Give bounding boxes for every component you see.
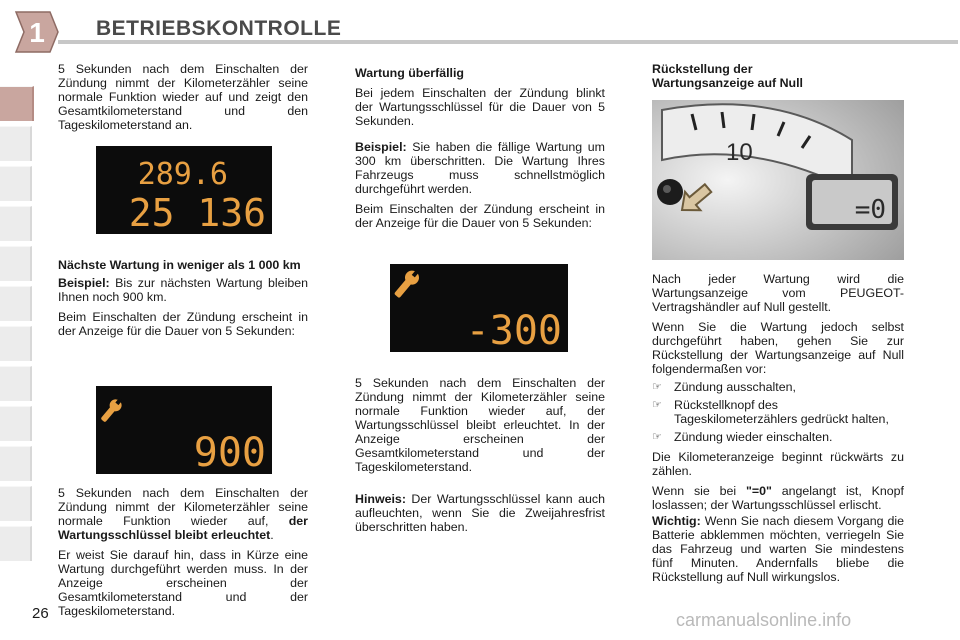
chapter-tab-4[interactable]: [0, 206, 32, 241]
chapter-tab-7[interactable]: [0, 326, 32, 361]
next-service-heading: Nächste Wartung in weniger als 1 000 km: [58, 258, 301, 272]
ignition-paragraph: Beim Einschalten der Zündung erscheint in der Anzeige für die Dauer von 5 Sekunden:: [58, 310, 308, 338]
hint-label: Hinweis:: [355, 492, 406, 506]
column-3: [652, 62, 904, 90]
self-paragraph: Wenn Sie die Wartung jedoch selbst durchgeführt haben, gehen Sie zur Rückstellung der Wartungsanzeige auf Null folgendermaßen vor:: [652, 320, 904, 376]
chapter-number: 1: [29, 17, 45, 48]
reset-button[interactable]: [657, 179, 683, 205]
photo-display-value: =0: [854, 195, 886, 225]
notice-paragraph: Er weist Sie darauf hin, dass in Kürze eine Wartung durchgeführt werden muss. In der Anzeige erscheinen der Gesamtkilometerstand und der Tageskilometerstand.: [58, 548, 308, 618]
overdue-example-text: Sie haben die fällige Wartung um 300 km überschritten. Die Wartung Ihres Fahrzeugs muss schnellstmöglich durchgeführt werden.: [355, 140, 605, 196]
step-text: Zündung wieder einschalten.: [674, 430, 833, 444]
chapter-tab-10[interactable]: [0, 446, 32, 481]
chapter-tab-12[interactable]: [0, 526, 32, 561]
hand-pointer-icon: ☞: [652, 381, 662, 393]
chapter-badge: [12, 10, 60, 54]
overdue-ignition: Beim Einschalten der Zündung erscheint in der Anzeige für die Dauer von 5 Sekunden:: [355, 202, 605, 230]
column-1-mid: [58, 258, 308, 344]
chapter-tab-1[interactable]: [0, 86, 34, 121]
after-paragraph: [58, 486, 308, 542]
chapter-tab-2[interactable]: [0, 126, 32, 161]
release-pre: Wenn sie bei: [652, 484, 746, 498]
step-item: [652, 430, 904, 444]
total-reading: 25 136: [128, 191, 266, 234]
page-header: [0, 0, 960, 56]
important-paragraph: [652, 514, 904, 584]
gauge-number: 10: [726, 139, 753, 166]
page-number: 26: [32, 605, 49, 622]
wrench-icon: [391, 266, 423, 300]
chapter-tab-9[interactable]: [0, 406, 32, 441]
display-900: [96, 386, 272, 474]
release-bold: "=0": [745, 484, 772, 498]
example-label: Beispiel:: [58, 276, 110, 290]
step-item: [652, 398, 904, 426]
hand-pointer-icon: ☞: [652, 399, 662, 411]
display-900-value: 900: [193, 430, 266, 474]
example-text: Bis zur nächsten Wartung bleiben Ihnen noch 900 km.: [58, 276, 308, 304]
chapter-tab-3[interactable]: [0, 166, 32, 201]
overdue-heading: Wartung überfällig: [355, 66, 464, 80]
chapter-tab-8[interactable]: [0, 366, 32, 401]
overdue-after-paragraph: 5 Sekunden nach dem Einschalten der Zündung nimmt der Kilometerzähler seine normale Funktion wieder auf, der Wartungsschlüssel bleibt erleuchtet. In der Anzeige erscheinen der Gesamtkilometerstand und der Tageskilometerstand.: [355, 376, 605, 474]
important-text: Wenn Sie nach diesem Vorgang die Batterie abklemmen möchten, verriegeln Sie das Fahrzeug und warten Sie mindestens fünf Minuten. Andernfalls bliebe die Rückstellung auf Null wirkungslos.: [652, 514, 904, 584]
column-2: [355, 66, 605, 236]
column-1: [58, 62, 308, 138]
release-paragraph: [652, 484, 904, 512]
after-end: .: [270, 528, 274, 542]
step-item: [652, 380, 904, 394]
reset-heading-1: Rückstellung der: [652, 62, 753, 76]
blink-paragraph: Bei jedem Einschalten der Zündung blinkt der Wartungsschlüssel für die Dauer von 5 Sekunden.: [355, 86, 605, 128]
hint-text: Der Wartungsschlüssel kann auch aufleuchten, wenn Sie die Zweijahresfrist überschritten haben.: [355, 492, 605, 534]
next-service-example: [58, 276, 308, 304]
column-1-bottom: [58, 486, 308, 624]
overdue-example-label: Beispiel:: [355, 140, 407, 154]
wrench-icon: [98, 395, 125, 424]
hand-pointer-icon: ☞: [652, 431, 662, 443]
reset-heading-2: Wartungsanzeige auf Null: [652, 76, 803, 90]
reset-paragraph: Nach jeder Wartung wird die Wartungsanzeige vom PEUGEOT-Vertragshändler auf Null gestellt.: [652, 272, 904, 314]
instrument-photo: [652, 100, 904, 260]
trip-reading: 289.6: [137, 157, 228, 192]
chapter-tab-5[interactable]: [0, 246, 32, 281]
display-minus-300-value: -300: [465, 308, 562, 352]
chapter-tab-6[interactable]: [0, 286, 32, 321]
page-title: BETRIEBSKONTROLLE: [96, 17, 342, 40]
count-paragraph: Die Kilometeranzeige beginnt rückwärts zu zählen.: [652, 450, 904, 478]
display-minus-300: [390, 264, 568, 352]
display-odometer: [96, 146, 272, 234]
release-post: angelangt ist, Knopf loslassen; der Wartungsschlüssel erlischt.: [652, 484, 904, 512]
watermark: carmanualsonline.info: [676, 610, 852, 630]
chapter-tabs: [0, 64, 36, 584]
after-bold: der Wartungsschlüssel bleibt erleuchtet: [58, 514, 308, 542]
after-text: 5 Sekunden nach dem Einschalten der Zündung nimmt der Kilometerzähler seine normale Funktion wieder auf,: [58, 486, 308, 528]
step-text: Zündung ausschalten,: [674, 380, 796, 394]
important-label: Wichtig:: [652, 514, 701, 528]
column-3-text: [652, 272, 904, 590]
chapter-tab-11[interactable]: [0, 486, 32, 521]
intro-paragraph: 5 Sekunden nach dem Einschalten der Zündung nimmt der Kilometerzähler seine normale Funktion wieder auf und zeigt den Gesamtkilometerstand und den Tageskilometerstand an.: [58, 62, 308, 132]
step-text: Rückstellknopf des Tageskilometerzählers gedrückt halten,: [674, 398, 889, 426]
hint-paragraph: [355, 492, 605, 534]
overdue-example: [355, 140, 605, 196]
column-2-bottom: [355, 376, 605, 540]
